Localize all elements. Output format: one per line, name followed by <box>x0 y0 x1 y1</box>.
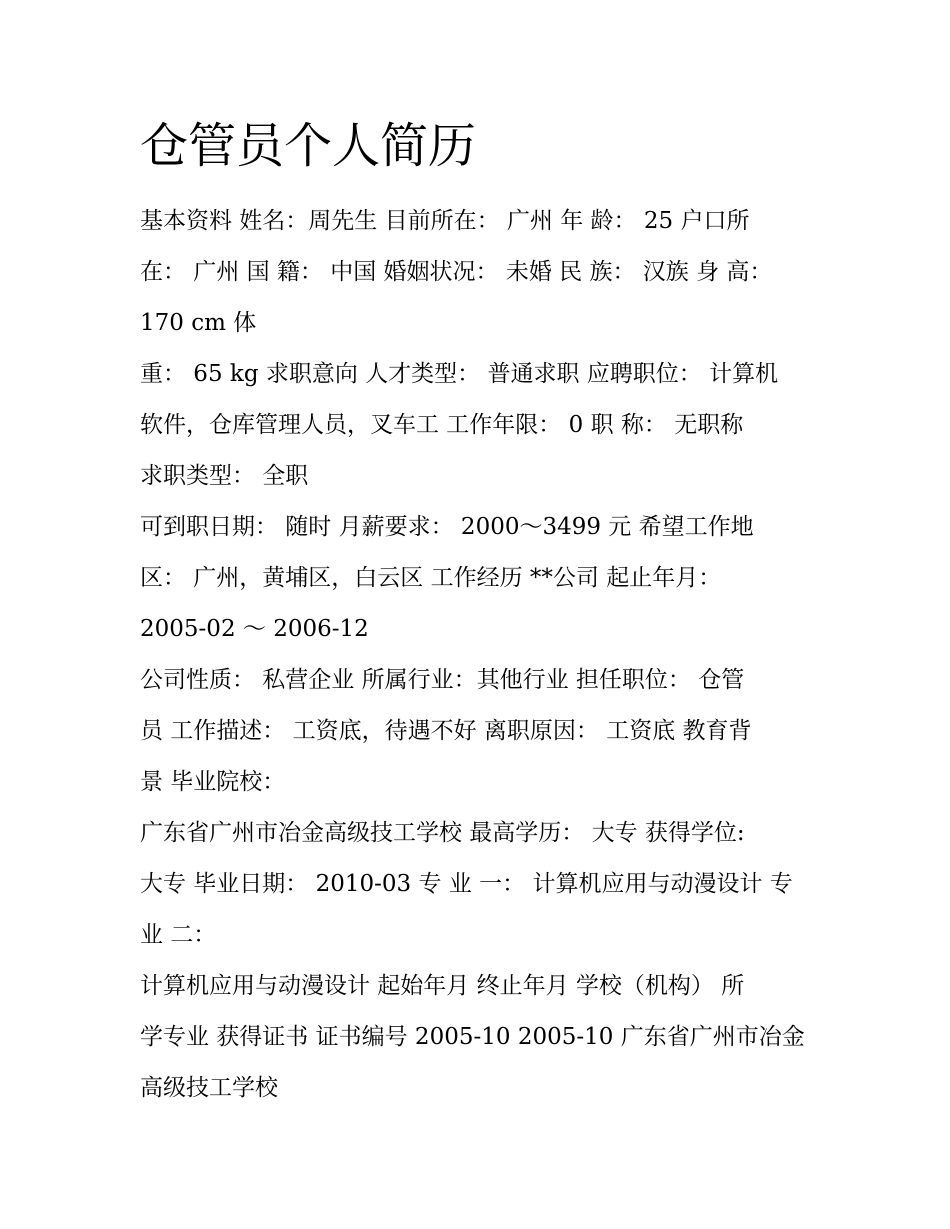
body-line: 2005-02 ～ 2006-12 <box>140 616 369 642</box>
body-line: 广东省广州市冶金高级技工学校 最高学历： 大专 获得学位: <box>140 820 745 846</box>
body-line: 员 工作描述： 工资底，待遇不好 离职原因： 工资底 教育背 <box>140 718 752 744</box>
body-line: 在： 广州 国 籍： 中国 婚姻状况： 未婚 民 族： 汉族 身 高： <box>140 259 773 285</box>
body-line: 区： 广州，黄埔区，白云区 工作经历 **公司 起止年月： <box>140 565 722 591</box>
resume-body <box>140 196 820 1114</box>
body-line: 软件，仓库管理人员，叉车工 工作年限： 0 职 称： 无职称 <box>140 412 744 438</box>
body-line: 学专业 获得证书 证书编号 2005-10 2005-10 广东省广州市冶金 <box>140 1024 805 1050</box>
body-line: 重： 65 kg 求职意向 人才类型： 普通求职 应聘职位： 计算机 <box>140 361 779 387</box>
body-line: 高级技工学校 <box>140 1075 278 1101</box>
body-line: 公司性质： 私营企业 所属行业：其他行业 担任职位： 仓管 <box>140 667 745 693</box>
body-line: 景 毕业院校： <box>140 769 286 795</box>
body-line: 可到职日期： 随时 月薪要求： 2000～3499 元 希望工作地 <box>140 514 754 540</box>
body-line: 大专 毕业日期： 2010-03 专 业 一： 计算机应用与动漫设计 专 <box>140 871 793 897</box>
body-line: 计算机应用与动漫设计 起始年月 终止年月 学校（机构） 所 <box>140 973 745 999</box>
body-line: 170 cm 体 <box>140 310 257 336</box>
page-title: 仓管员个人简历 <box>140 118 477 174</box>
body-line: 业 二： <box>140 922 217 948</box>
body-line: 求职类型： 全职 <box>140 463 309 489</box>
body-line: 基本资料 姓名：周先生 目前所在： 广州 年 龄： 25 户口所 <box>140 208 750 234</box>
